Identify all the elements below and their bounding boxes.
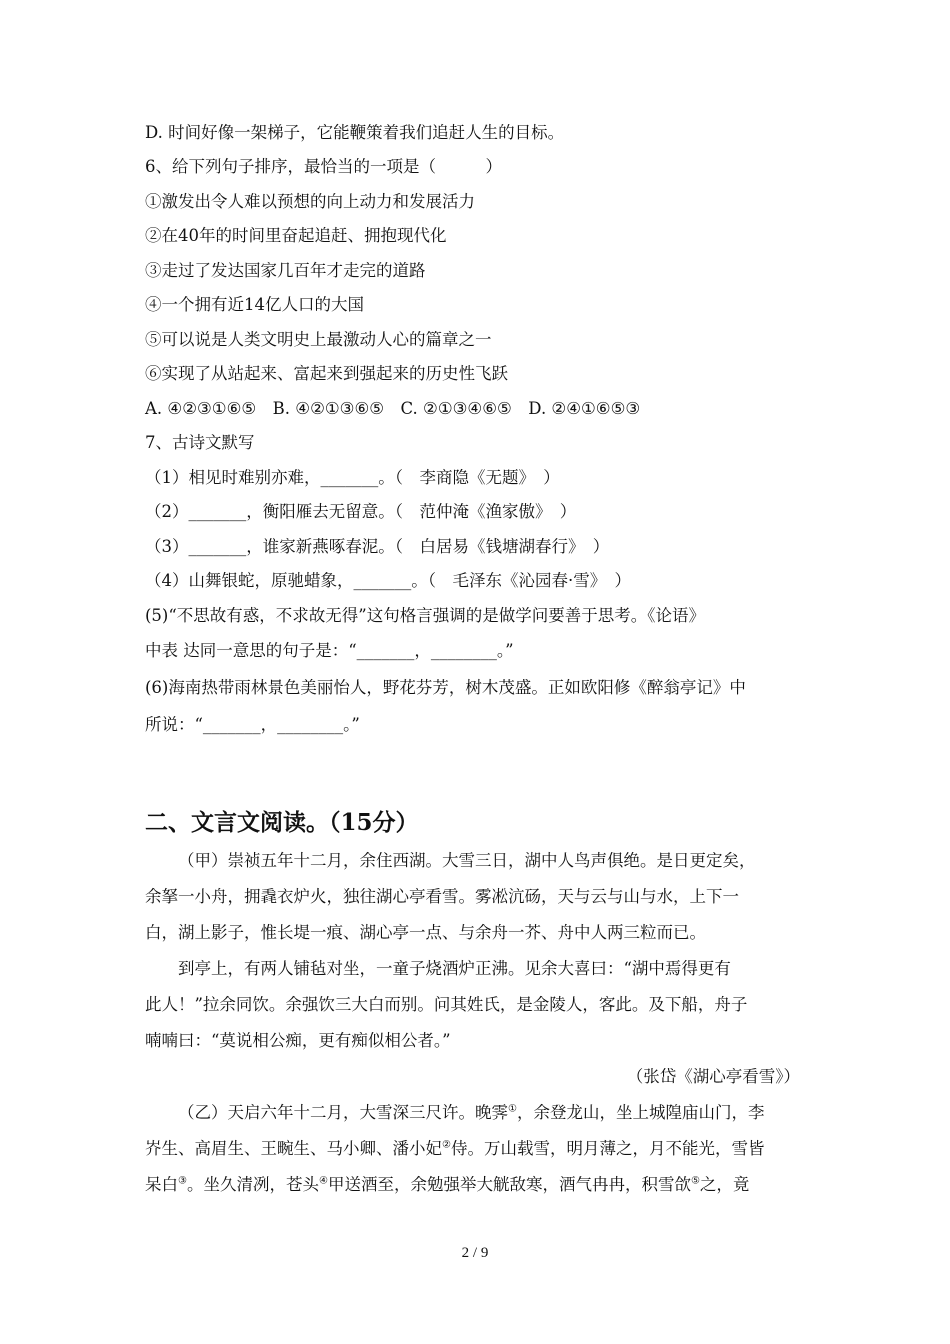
- section-heading: 二、文言文阅读。（15分）: [145, 809, 419, 836]
- footnote-marker: ④: [318, 1175, 328, 1187]
- passage-a-line: 喃喃曰：“莫说相公痴，更有痴似相公者。”: [145, 1031, 451, 1050]
- passage-b-text: 岕生、高眉生、王畹生、马小卿、潘小妃: [145, 1139, 442, 1158]
- passage-a-line: 余拏一小舟，拥毳衣炉火，独往湖心亭看雪。雾凇沆砀，天与云与山与水，上下一: [145, 887, 739, 906]
- passage-b-line: [145, 1138, 764, 1160]
- sentence-2: ②在40年的时间里奋起追赶、拥抱现代化: [145, 226, 447, 245]
- sentence-6: ⑥实现了从站起来、富起来到强起来的历史性飞跃: [145, 364, 508, 383]
- question-6-prompt: 6、给下列句子排序，最恰当的一项是（ ）: [145, 157, 502, 176]
- poem-item-1: （1）相见时难别亦难，_______。（ 李商隐《无题》 ）: [145, 468, 560, 487]
- footnote-marker: ③: [178, 1175, 187, 1187]
- passage-b-line: [178, 1102, 764, 1124]
- passage-a-line: 白，湖上影子，惟长堤一痕、湖心亭一点、与余舟一芥、舟中人两三粒而已。: [145, 923, 706, 942]
- poem-item-3: （3）_______，谁家新燕啄春泥。（ 白居易《钱塘湖春行》 ）: [145, 537, 610, 556]
- passage-b-text: 甲送酒至，余勉强举大觥敌寒，酒气冉冉，积雪欱: [327, 1175, 691, 1194]
- question-7-prompt: 7、古诗文默写: [145, 433, 255, 452]
- poem-item-2: （2）_______，衡阳雁去无留意。（ 范仲淹《渔家傲》 ）: [145, 502, 577, 521]
- passage-a-line: （甲）崇祯五年十二月，余住西湖。大雪三日，湖中人鸟声俱绝。是日更定矣，: [178, 851, 756, 870]
- sentence-5: ⑤可以说是人类文明史上最激动人心的篇章之一: [145, 330, 492, 349]
- sentence-4: ④一个拥有近14亿人口的大国: [145, 295, 364, 314]
- sentence-3: ③走过了发达国家几百年才走完的道路: [145, 261, 426, 280]
- passage-a-line: 到亭上，有两人铺毡对坐，一童子烧酒炉正沸。见余大喜曰：“湖中焉得更有: [178, 959, 731, 978]
- question-6-options: A. ④②③①⑥⑤ B. ④②①③⑥⑤ C. ②①③④⑥⑤ D. ②④①⑥⑤③: [145, 399, 641, 418]
- sentence-1: ①激发出令人难以预想的向上动力和发展活力: [145, 192, 475, 211]
- footnote-marker: ②: [442, 1139, 451, 1151]
- passage-b-line: [145, 1174, 749, 1196]
- passage-b-text: 之，竟: [699, 1175, 750, 1194]
- passage-b-text: 呆白: [145, 1175, 178, 1194]
- poem-item-5-line2: 中表 达同一意思的句子是：“_______，________。”: [145, 641, 514, 660]
- passage-b-text: ，余登龙山，坐上城隍庙山门，李: [516, 1103, 765, 1122]
- passage-a-source: （张岱《湖心亭看雪》）: [626, 1067, 800, 1086]
- footnote-marker: ①: [508, 1103, 517, 1115]
- poem-item-6-line1: (6)海南热带雨林景色美丽怡人，野花芬芳，树木茂盛。正如欧阳修《醉翁亭记》中: [145, 678, 746, 697]
- passage-a-line: 此人！”拉余同饮。余强饮三大白而别。问其姓氏，是金陵人，客此。及下船，舟子: [145, 995, 748, 1014]
- passage-b-text: 侍。万山载雪，明月薄之，月不能光，雪皆: [450, 1139, 765, 1158]
- poem-item-6-line2: 所说：“_______，________。”: [145, 715, 360, 734]
- passage-b-text: 。坐久清冽，苍头: [186, 1175, 319, 1194]
- passage-b-text: （乙）天启六年十二月，大雪深三尺许。晚霁: [178, 1103, 508, 1122]
- poem-item-4: （4）山舞银蛇，原驰蜡象，_______。（ 毛泽东《沁园春·雪》 ）: [145, 571, 631, 590]
- page-number: 2 / 9: [461, 1245, 489, 1261]
- option-d-line: D. 时间好像一架梯子，它能鞭策着我们追赶人生的目标。: [145, 123, 565, 142]
- footnote-marker: ⑤: [690, 1175, 700, 1187]
- poem-item-5-line1: (5)“不思故有惑，不求故无得”这句格言强调的是做学问要善于思考。《论语》: [145, 606, 705, 625]
